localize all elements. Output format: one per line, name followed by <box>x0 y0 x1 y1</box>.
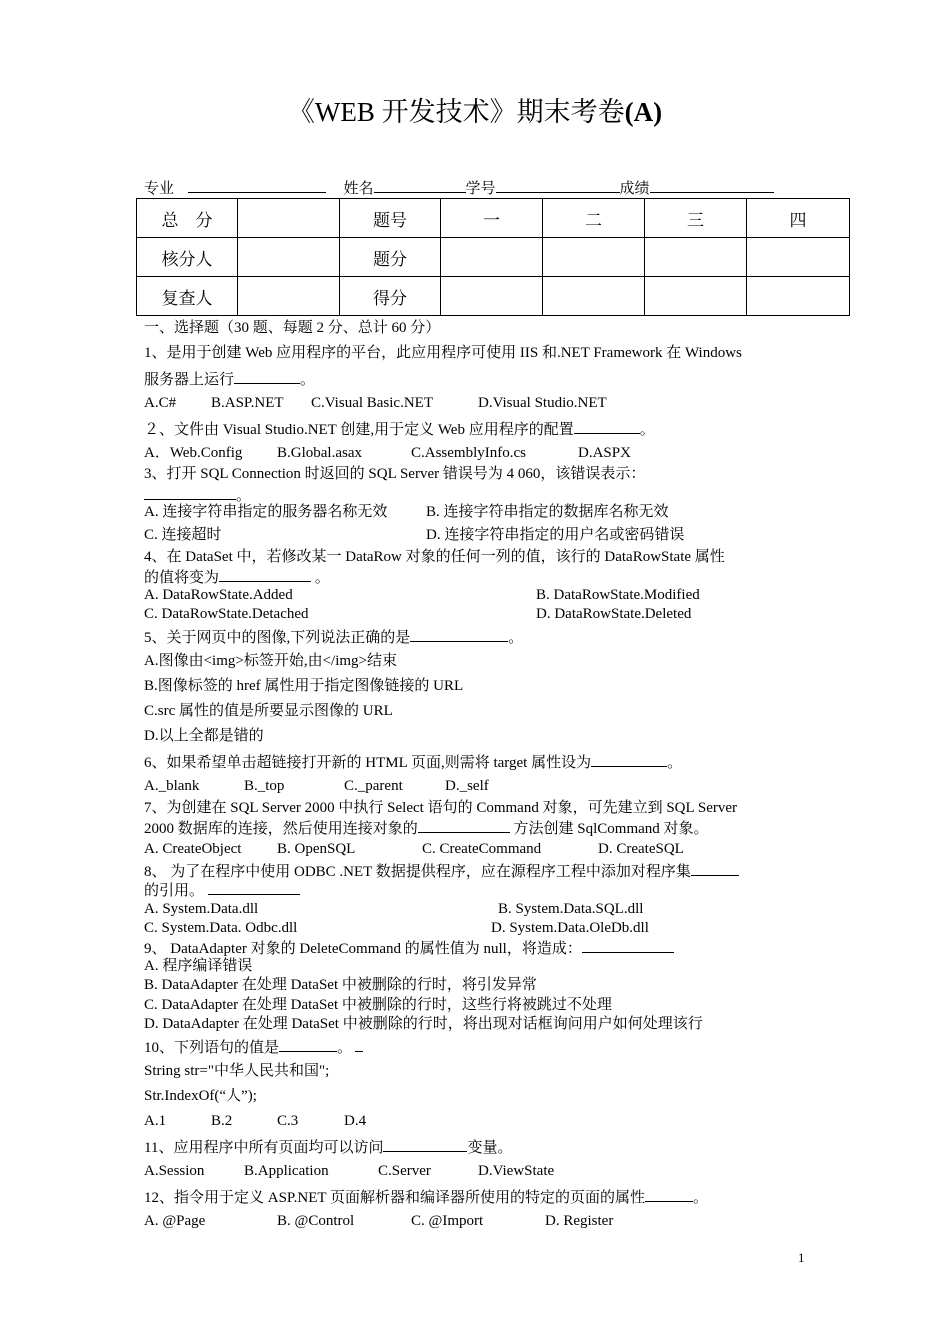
answer-blank[interactable] <box>591 752 667 767</box>
score-cell <box>645 238 747 277</box>
option: D.4 <box>344 1113 367 1129</box>
question-6: 6、如果希望单击超链接打开新的 HTML 页面,则需将 target 属性设为 。 <box>144 752 682 773</box>
option: D.ViewState <box>478 1163 555 1179</box>
question-2: ２、文件由 Visual Studio.NET 创建,用于定义 Web 应用程序的配置 。 <box>144 419 655 440</box>
score-cell: 总 分 <box>137 199 238 238</box>
score-table <box>136 198 850 316</box>
score-table-row <box>137 199 850 238</box>
section-heading: 一、选择题（30 题、每题 2 分、总计 60 分） <box>144 320 441 336</box>
score-cell <box>238 277 340 316</box>
option: A.1 <box>144 1113 167 1129</box>
option: C. 连接超时 <box>144 527 222 543</box>
question-7-cont: 2000 数据库的连接，然后使用连接对象的 方法创建 SqlCommand 对象。 <box>144 818 709 839</box>
score-cell: 题分 <box>340 238 441 277</box>
grade-blank[interactable] <box>650 178 774 193</box>
answer-blank[interactable] <box>582 938 674 953</box>
question-9: 9、 DataAdapter 对象的 DeleteCommand 的属性值为 null，将造成： <box>144 938 674 959</box>
page-number: 1 <box>798 1250 805 1265</box>
question-5: 5、关于网页中的图像,下列说法正确的是 。 <box>144 627 523 648</box>
option: C. DataAdapter 在处理 DataSet 中被删除的行时，这些行将被跳过不处理 <box>144 997 612 1013</box>
student-id-blank[interactable] <box>496 178 620 193</box>
option: D. DataRowState.Deleted <box>536 606 692 622</box>
option: D. DataAdapter 在处理 DataSet 中被删除的行时，将出现对话框询问用户如何处理该行 <box>144 1016 703 1032</box>
option: D. System.Data.OleDb.dll <box>491 920 649 936</box>
question-8: 8、 为了在程序中使用 ODBC .NET 数据提供程序，应在源程序工程中添加对程序集 <box>144 861 739 882</box>
answer-blank[interactable] <box>645 1187 693 1202</box>
option: C. @Import <box>411 1213 484 1229</box>
score-cell: 题号 <box>340 199 441 238</box>
option: B. OpenSQL <box>277 841 356 857</box>
option: B. DataAdapter 在处理 DataSet 中被删除的行时，将引发异常 <box>144 977 537 993</box>
option: A. CreateObject <box>144 841 242 857</box>
student-id-label: 学号 <box>465 181 496 197</box>
answer-blank <box>355 1037 363 1052</box>
option: C.src 属性的值是所要显示图像的 URL <box>144 703 393 719</box>
option: A._blank <box>144 778 200 794</box>
score-cell <box>543 277 645 316</box>
code-line: String str="中华人民共和国"; <box>144 1063 330 1079</box>
option: B. System.Data.SQL.dll <box>498 901 644 917</box>
answer-blank[interactable] <box>234 369 300 384</box>
question-1-cont: 服务器上运行 。 <box>144 369 315 390</box>
option: A. DataRowState.Added <box>144 587 293 603</box>
question-1: 1、是用于创建 Web 应用程序的平台，此应用程序可使用 IIS 和.NET Framework 在 Windows <box>144 345 742 361</box>
score-cell <box>747 277 850 316</box>
score-cell <box>441 277 543 316</box>
option: C. System.Data. Odbc.dll <box>144 920 298 936</box>
option: B.Application <box>244 1163 329 1179</box>
option: D. 连接字符串指定的用户名或密码错误 <box>426 527 685 543</box>
student-info-line <box>144 178 774 199</box>
question-3: 3、打开 SQL Connection 时返回的 SQL Server 错误号为 4 060，该错误表示： <box>144 466 646 482</box>
option: B. DataRowState.Modified <box>536 587 700 603</box>
option: B. 连接字符串指定的数据库名称无效 <box>426 504 669 520</box>
score-cell: 得分 <box>340 277 441 316</box>
score-cell: 复查人 <box>137 277 238 316</box>
option: D. Register <box>545 1213 614 1229</box>
option: C.Server <box>378 1163 431 1179</box>
grade-label: 成绩 <box>619 181 650 197</box>
option: C.Visual Basic.NET <box>311 395 433 411</box>
answer-blank[interactable] <box>691 861 739 876</box>
option: B. @Control <box>277 1213 355 1229</box>
option: B.2 <box>211 1113 233 1129</box>
option: B.ASP.NET <box>211 395 284 411</box>
score-cell <box>747 238 850 277</box>
answer-blank[interactable] <box>383 1137 467 1152</box>
option: A. System.Data.dll <box>144 901 259 917</box>
option: C. CreateCommand <box>422 841 542 857</box>
option: A.图像由<img>标签开始,由</img>结束 <box>144 653 398 669</box>
option: C. DataRowState.Detached <box>144 606 309 622</box>
major-blank[interactable] <box>188 178 326 193</box>
option: D. CreateSQL <box>598 841 684 857</box>
question-12: 12、指令用于定义 ASP.NET 页面解析器和编译器所使用的特定的页面的属性 。 <box>144 1187 708 1208</box>
answer-blank[interactable] <box>418 818 510 833</box>
question-3-cont: 。 <box>144 485 251 506</box>
option: B._top <box>244 778 285 794</box>
option: A.Session <box>144 1163 205 1179</box>
option: C._parent <box>344 778 403 794</box>
score-cell <box>645 277 747 316</box>
option: A．Web.Config <box>144 445 243 461</box>
question-11: 11、应用程序中所有页面均可以访问 变量。 <box>144 1137 512 1158</box>
question-10: 10、下列语句的值是 。 <box>144 1037 363 1058</box>
code-line: Str.IndexOf(“人”); <box>144 1088 257 1104</box>
score-table-row <box>137 277 850 316</box>
question-7: 7、为创建在 SQL Server 2000 中执行 Select 语句的 Command 对象，可先建立到 SQL Server <box>144 800 738 816</box>
option: B.图像标签的 href 属性用于指定图像链接的 URL <box>144 678 464 694</box>
score-cell <box>543 238 645 277</box>
answer-blank[interactable] <box>219 567 311 582</box>
name-blank[interactable] <box>374 178 466 193</box>
answer-blank[interactable] <box>279 1037 337 1052</box>
score-cell <box>238 238 340 277</box>
score-cell: 核分人 <box>137 238 238 277</box>
score-cell <box>441 238 543 277</box>
exam-title: 《WEB 开发技术》期末考卷(A) <box>287 97 663 127</box>
score-table-row <box>137 238 850 277</box>
score-cell <box>238 199 340 238</box>
name-label: 姓名 <box>343 181 374 197</box>
question-4: 4、在 DataSet 中，若修改某一 DataRow 对象的任何一列的值，该行的 DataRowState 属性 <box>144 549 725 565</box>
score-cell: 四 <box>747 199 850 238</box>
score-cell: 二 <box>543 199 645 238</box>
answer-blank[interactable] <box>144 485 236 500</box>
option: C.3 <box>277 1113 299 1129</box>
score-cell: 三 <box>645 199 747 238</box>
option: A. 连接字符串指定的服务器名称无效 <box>144 504 388 520</box>
score-cell: 一 <box>441 199 543 238</box>
option: B.Global.asax <box>277 445 362 461</box>
option: A.C# <box>144 395 177 411</box>
answer-blank[interactable] <box>410 627 508 642</box>
question-8-cont: 的引用。 <box>144 880 300 901</box>
option: D.以上全都是错的 <box>144 728 264 744</box>
option: D.ASPX <box>578 445 631 461</box>
option: D._self <box>445 778 489 794</box>
question-4-cont: 的值将变为 。 <box>144 567 330 588</box>
major-label: 专业 <box>144 181 175 197</box>
option: A. @Page <box>144 1213 206 1229</box>
answer-blank[interactable] <box>208 880 300 895</box>
option: D.Visual Studio.NET <box>478 395 607 411</box>
option: C.AssemblyInfo.cs <box>411 445 526 461</box>
option: A. 程序编译错误 <box>144 958 253 974</box>
answer-blank[interactable] <box>574 419 640 434</box>
